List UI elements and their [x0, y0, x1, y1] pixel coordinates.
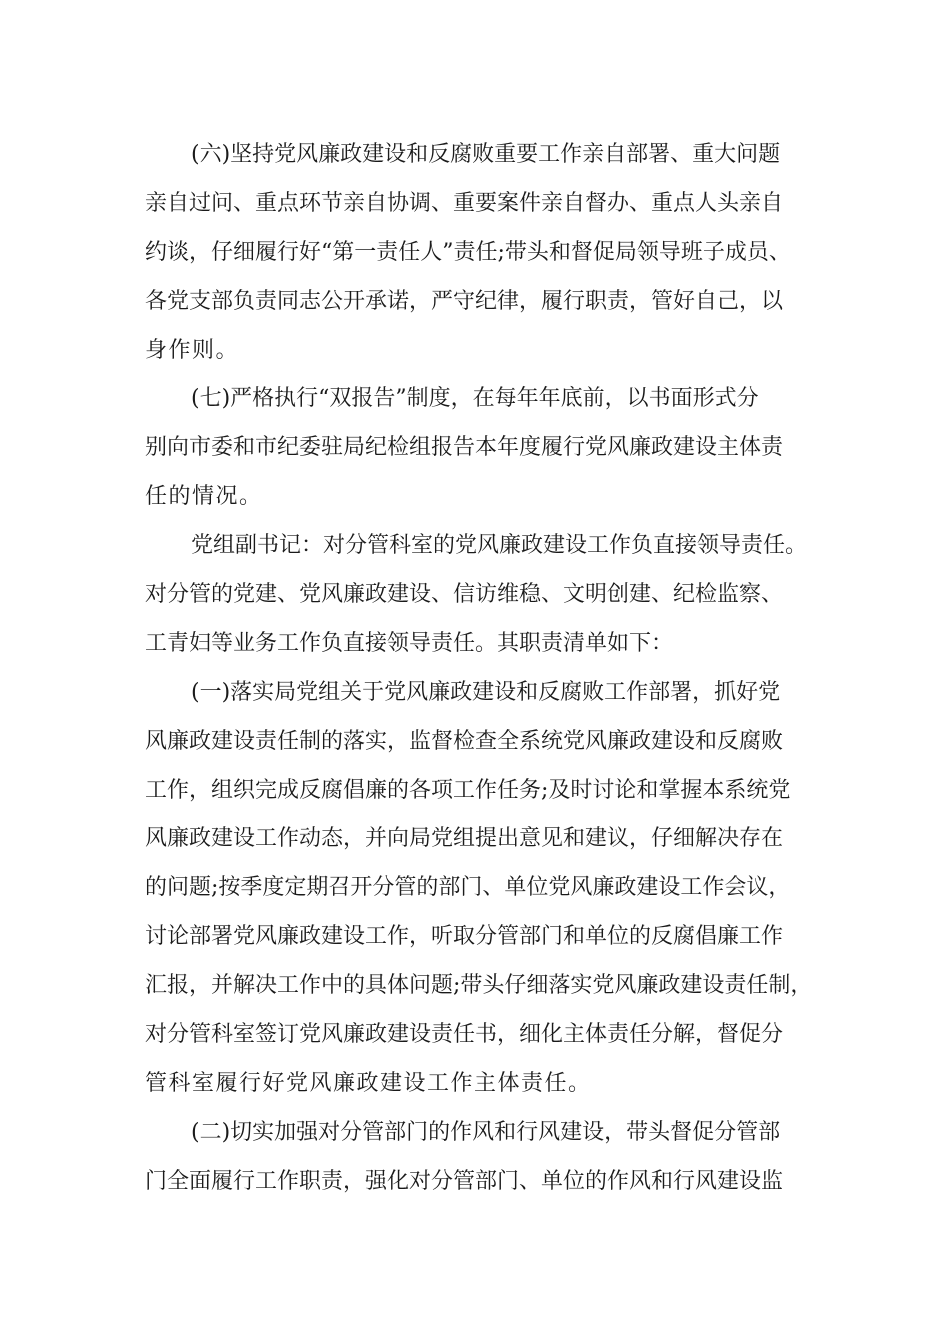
text-line: 对分管的党建、党风廉政建设、信访维稳、文明创建、纪检监察、	[145, 582, 784, 608]
text-line: 门全面履行工作职责，强化对分管部门、单位的作风和行风建设监	[145, 1168, 784, 1194]
text-line: 身作则。	[145, 337, 240, 363]
document-body	[145, 131, 825, 1207]
text-line: 党组副书记：对分管科室的党风廉政建设工作负直接领导责任。	[191, 533, 808, 559]
text-line: (七)严格执行“双报告”制度，在每年年底前，以书面形式分	[191, 386, 759, 412]
text-line: 风廉政建设责任制的落实，监督检查全系统党风廉政建设和反腐败	[145, 728, 784, 754]
text-line: (六)坚持党风廉政建设和反腐败重要工作亲自部署、重大问题	[191, 142, 781, 167]
text-line: 别向市委和市纪委驻局纪检组报告本年度履行党风廉政建设主体责	[145, 435, 784, 461]
text-line: 汇报，并解决工作中的具体问题;带头仔细落实党风廉政建设责任制，	[145, 973, 813, 999]
text-line: 管科室履行好党风廉政建设工作主体责任。	[145, 1070, 592, 1096]
text-line: 的问题;按季度定期召开分管的部门、单位党风廉政建设工作会议，	[145, 875, 791, 901]
text-line: 亲自过问、重点环节亲自协调、重要案件亲自督办、重点人头亲自	[145, 190, 784, 216]
text-line: 任的情况。	[145, 484, 263, 510]
text-line: (二)切实加强对分管部门的作风和行风建设，带头督促分管部	[191, 1119, 781, 1145]
text-line: 工青妇等业务工作负直接领导责任。其职责清单如下：	[145, 630, 674, 656]
text-line: 约谈，仔细履行好“第一责任人”责任;带头和督促局领导班子成员、	[145, 239, 791, 265]
text-line: 各党支部负责同志公开承诺，严守纪律，履行职责，管好自己，以	[145, 288, 784, 314]
text-line: 工作，组织完成反腐倡廉的各项工作任务;及时讨论和掌握本系统党	[145, 777, 791, 803]
text-line: 对分管科室签订党风廉政建设责任书，细化主体责任分解，督促分	[145, 1022, 784, 1048]
text-line: 风廉政建设工作动态，并向局党组提出意见和建议，仔细解决存在	[145, 826, 784, 852]
text-line: (一)落实局党组关于党风廉政建设和反腐败工作部署，抓好党	[191, 679, 781, 705]
text-line: 讨论部署党风廉政建设工作，听取分管部门和单位的反腐倡廉工作	[145, 924, 784, 950]
